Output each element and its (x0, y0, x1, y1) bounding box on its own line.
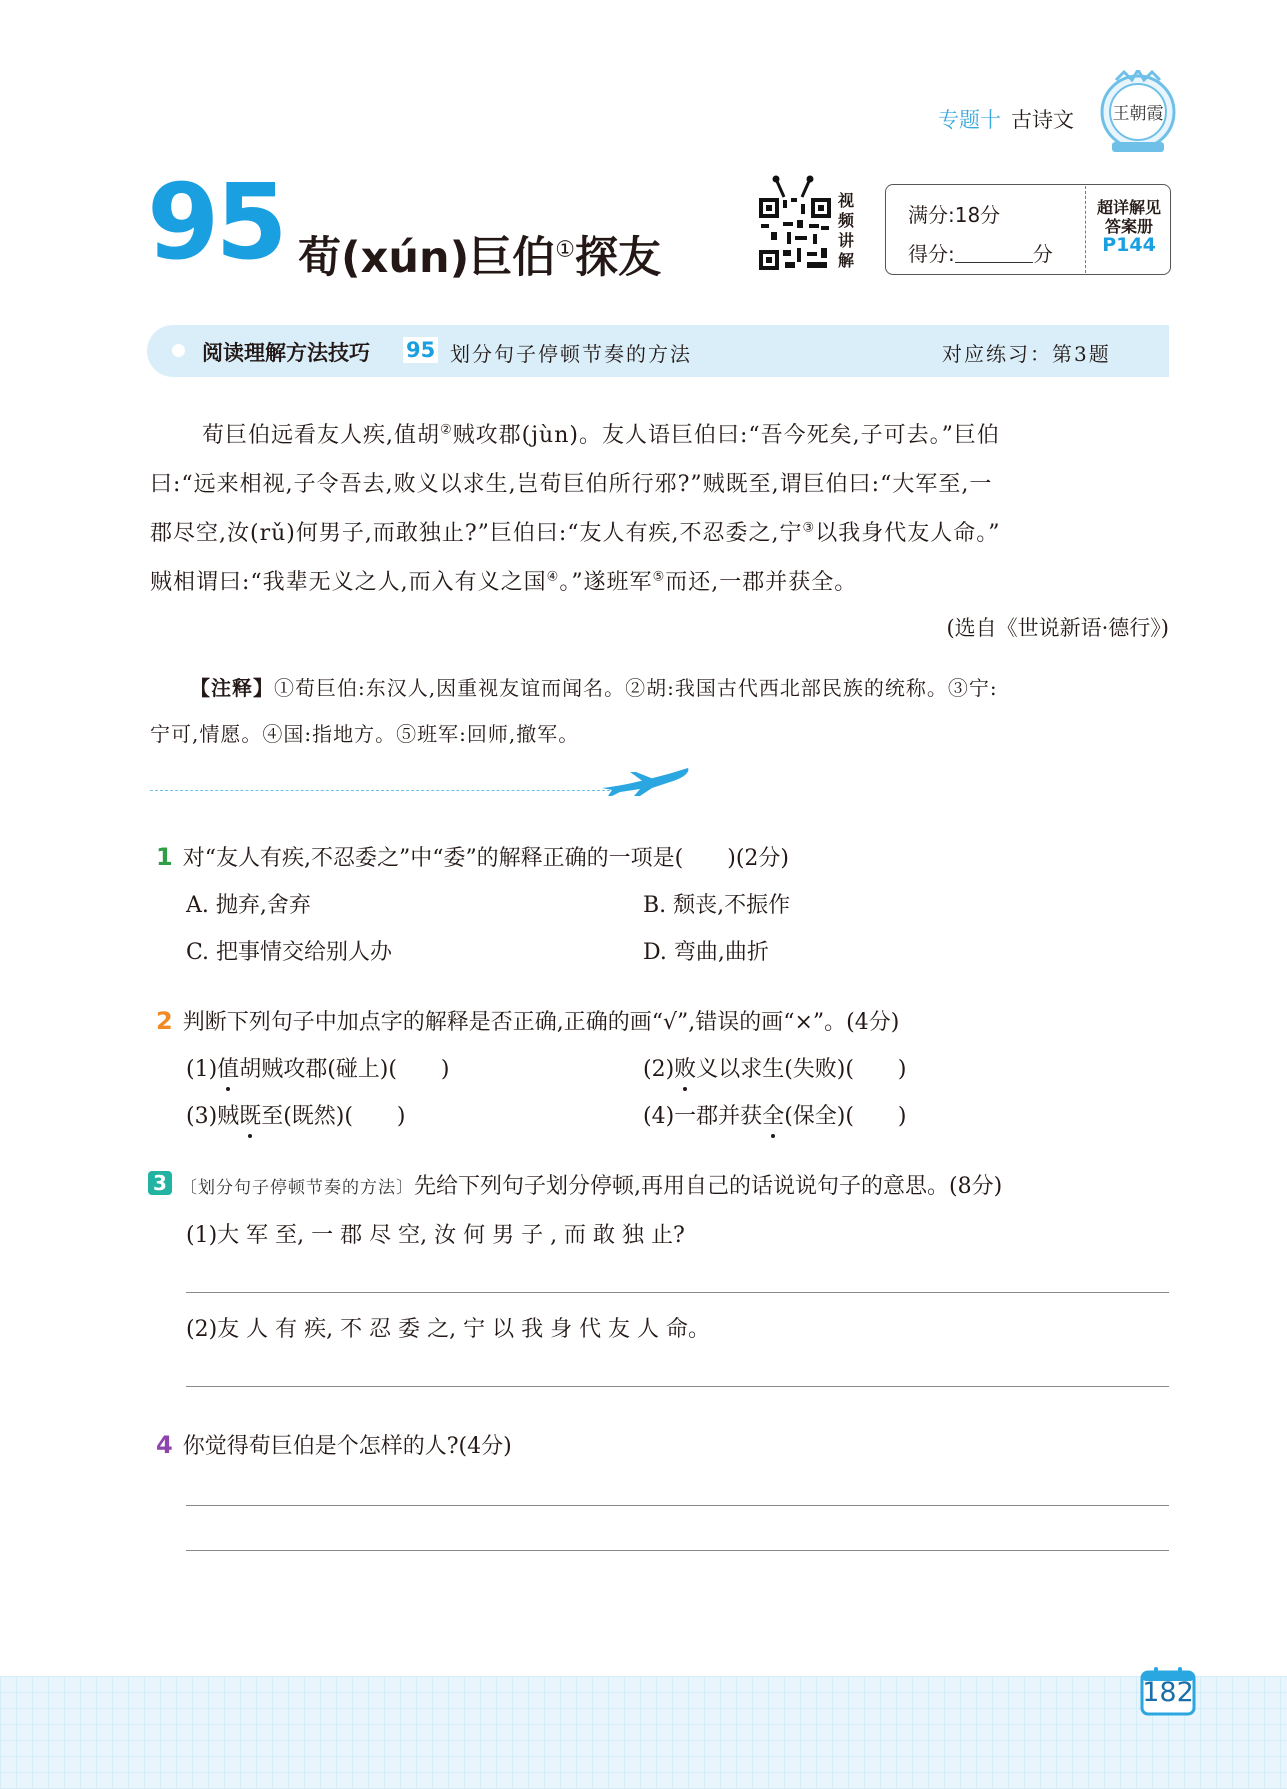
passage-text: 而还,一郡并获全。 (665, 570, 858, 595)
q2-item-text: (1) (186, 1057, 218, 1082)
question-3 (180, 1169, 1002, 1200)
method-number: 95 (403, 337, 438, 363)
question-2 (156, 1005, 899, 1036)
question-text: 对“友人有疾,不忍委之”中“委”的解释正确的一项是( )(2分) (182, 846, 790, 871)
score-blank[interactable] (955, 244, 1033, 263)
chapter-name: 古诗文 (1011, 108, 1074, 132)
method-bullet-icon (172, 344, 185, 357)
answer-line[interactable] (186, 1292, 1169, 1293)
question-tag: 〔划分句子停顿节奏的方法〕 (180, 1178, 414, 1198)
page-number: 182 (1142, 1677, 1194, 1708)
option-a[interactable]: A. 抛弃,舍弃 (186, 893, 311, 918)
question-text: 判断下列句子中加点字的解释是否正确,正确的画“√”,错误的画“×”。(4分) (182, 1010, 900, 1035)
question-number: 3 (148, 1171, 172, 1195)
method-name: 划分句子停顿节奏的方法 (450, 342, 692, 366)
video-label-char: 频 (838, 211, 855, 230)
answer-hint-line2: 答案册 (1104, 217, 1153, 236)
q2-item-text: (4)一郡并获 (643, 1104, 763, 1129)
airplane-icon (600, 762, 692, 798)
answer-line[interactable] (186, 1550, 1169, 1551)
passage-text: 贼相谓曰:“我辈无义之人,而入有义之国 (150, 570, 547, 595)
score-total: 满分:18分 (908, 203, 1001, 227)
q2-item-1[interactable] (186, 1052, 450, 1083)
q2-item-text: (3)贼 (186, 1104, 240, 1129)
answer-page: P144 (1102, 234, 1156, 256)
video-label-char: 讲 (838, 231, 855, 250)
passage-text: 贼攻郡(jùn)。友人语巨伯曰:“吾今死矣,子可去。”巨伯 (452, 423, 1000, 448)
notes-label: 【注释】 (190, 676, 274, 700)
score-got-prefix: 得分: (908, 242, 955, 266)
passage-line (150, 565, 1170, 596)
passage-text: 荀巨伯远看友人疾,值胡 (202, 423, 440, 448)
brand-text: 王朝霞 (1112, 104, 1164, 124)
q2-item-text: (2) (643, 1057, 675, 1082)
lesson-title-tail: 探友 (575, 233, 661, 283)
brand-logo (1098, 70, 1178, 160)
qr-code-icon[interactable] (757, 196, 833, 272)
question-text: 先给下列句子划分停顿,再用自己的话说说句子的意思。(8分) (414, 1174, 1003, 1199)
score-got (908, 238, 1053, 267)
tv-antenna-icon (770, 175, 816, 199)
dotted-char: 败 (674, 1052, 696, 1083)
option-b[interactable]: B. 颓丧,不振作 (643, 893, 791, 918)
question-4 (156, 1429, 512, 1460)
q3-sentence-1: (1)大 军 至, 一 郡 尽 空, 汝 何 男 子 , 而 敢 独 止? (186, 1223, 685, 1248)
passage-text: 。”遂班军 (559, 570, 653, 595)
method-label: 阅读理解方法技巧 (202, 341, 370, 365)
score-got-suffix: 分 (1032, 242, 1053, 266)
answer-line[interactable] (186, 1505, 1169, 1506)
q2-item-text: 至(既然)( ) (261, 1104, 406, 1129)
notes-text: ①荀巨伯:东汉人,因重视友谊而闻名。②胡:我国古代西北部民族的统称。③宁: (274, 676, 998, 700)
passage-source: (选自《世说新语·德行》) (946, 616, 1169, 640)
passage-note-ref: ② (440, 422, 453, 438)
notes-line (150, 672, 1170, 701)
dotted-char: 既 (239, 1099, 261, 1130)
answer-line[interactable] (186, 1386, 1169, 1387)
section-divider (150, 790, 610, 791)
chapter-label: 专题十 (938, 108, 1001, 132)
question-1 (156, 841, 789, 872)
option-c[interactable]: C. 把事情交给别人办 (186, 940, 393, 965)
passage-text: 曰:“远来相视,子令吾去,败义以求生,岂荀巨伯所行邪?”贼既至,谓巨伯曰:“大军至,一 (150, 472, 993, 497)
notes-line (150, 718, 1170, 747)
video-label-char: 视 (838, 191, 855, 210)
option-d[interactable]: D. 弯曲,曲折 (643, 940, 769, 965)
video-label (838, 191, 860, 271)
question-text: 你觉得荀巨伯是个怎样的人?(4分) (182, 1434, 512, 1459)
passage-line (150, 467, 1170, 498)
lesson-title-note: ① (555, 237, 575, 263)
question-number: 1 (156, 843, 173, 871)
question-number: 4 (156, 1431, 173, 1459)
passage-note-ref: ③ (802, 520, 816, 536)
question-number: 2 (156, 1007, 173, 1035)
q2-item-4[interactable] (643, 1099, 907, 1130)
score-divider (1085, 186, 1086, 273)
lesson-title-main: 荀(xún)巨伯 (298, 233, 556, 283)
chapter-heading (938, 104, 1074, 134)
passage-line (150, 516, 1170, 547)
passage-text: 郡尽空,汝(rǔ)何男子,而敢独止?”巨伯曰:“友人有疾,不忍委之,宁 (150, 521, 803, 546)
q2-item-2[interactable] (643, 1052, 907, 1083)
lesson-title (298, 224, 661, 285)
video-label-char: 解 (838, 251, 855, 270)
q2-item-text: 义以求生(失败)( ) (696, 1057, 907, 1082)
q2-item-text: (保全)( ) (784, 1104, 907, 1129)
passage-text: 以我身代友人命。” (815, 521, 1001, 546)
q2-item-3[interactable] (186, 1099, 406, 1130)
q3-sentence-2: (2)友 人 有 疾, 不 忍 委 之, 宁 以 我 身 代 友 人 命。 (186, 1317, 711, 1342)
answer-hint (1090, 198, 1168, 255)
dotted-char: 全 (762, 1099, 784, 1130)
dotted-char: 值 (217, 1052, 239, 1083)
passage-note-ref: ⑤ (652, 569, 666, 585)
lesson-number: 95 (147, 161, 284, 283)
notes-text: 宁可,情愿。④国:指地方。⑤班军:回师,撤军。 (150, 722, 580, 746)
passage-line (150, 418, 1170, 449)
q2-item-text: 胡贼攻郡(碰上)( ) (239, 1057, 450, 1082)
answer-hint-line1: 超详解见 (1096, 198, 1161, 217)
footer-band (0, 1676, 1287, 1789)
method-practice: 对应练习：第3题 (942, 342, 1111, 366)
passage-note-ref: ④ (546, 569, 560, 585)
